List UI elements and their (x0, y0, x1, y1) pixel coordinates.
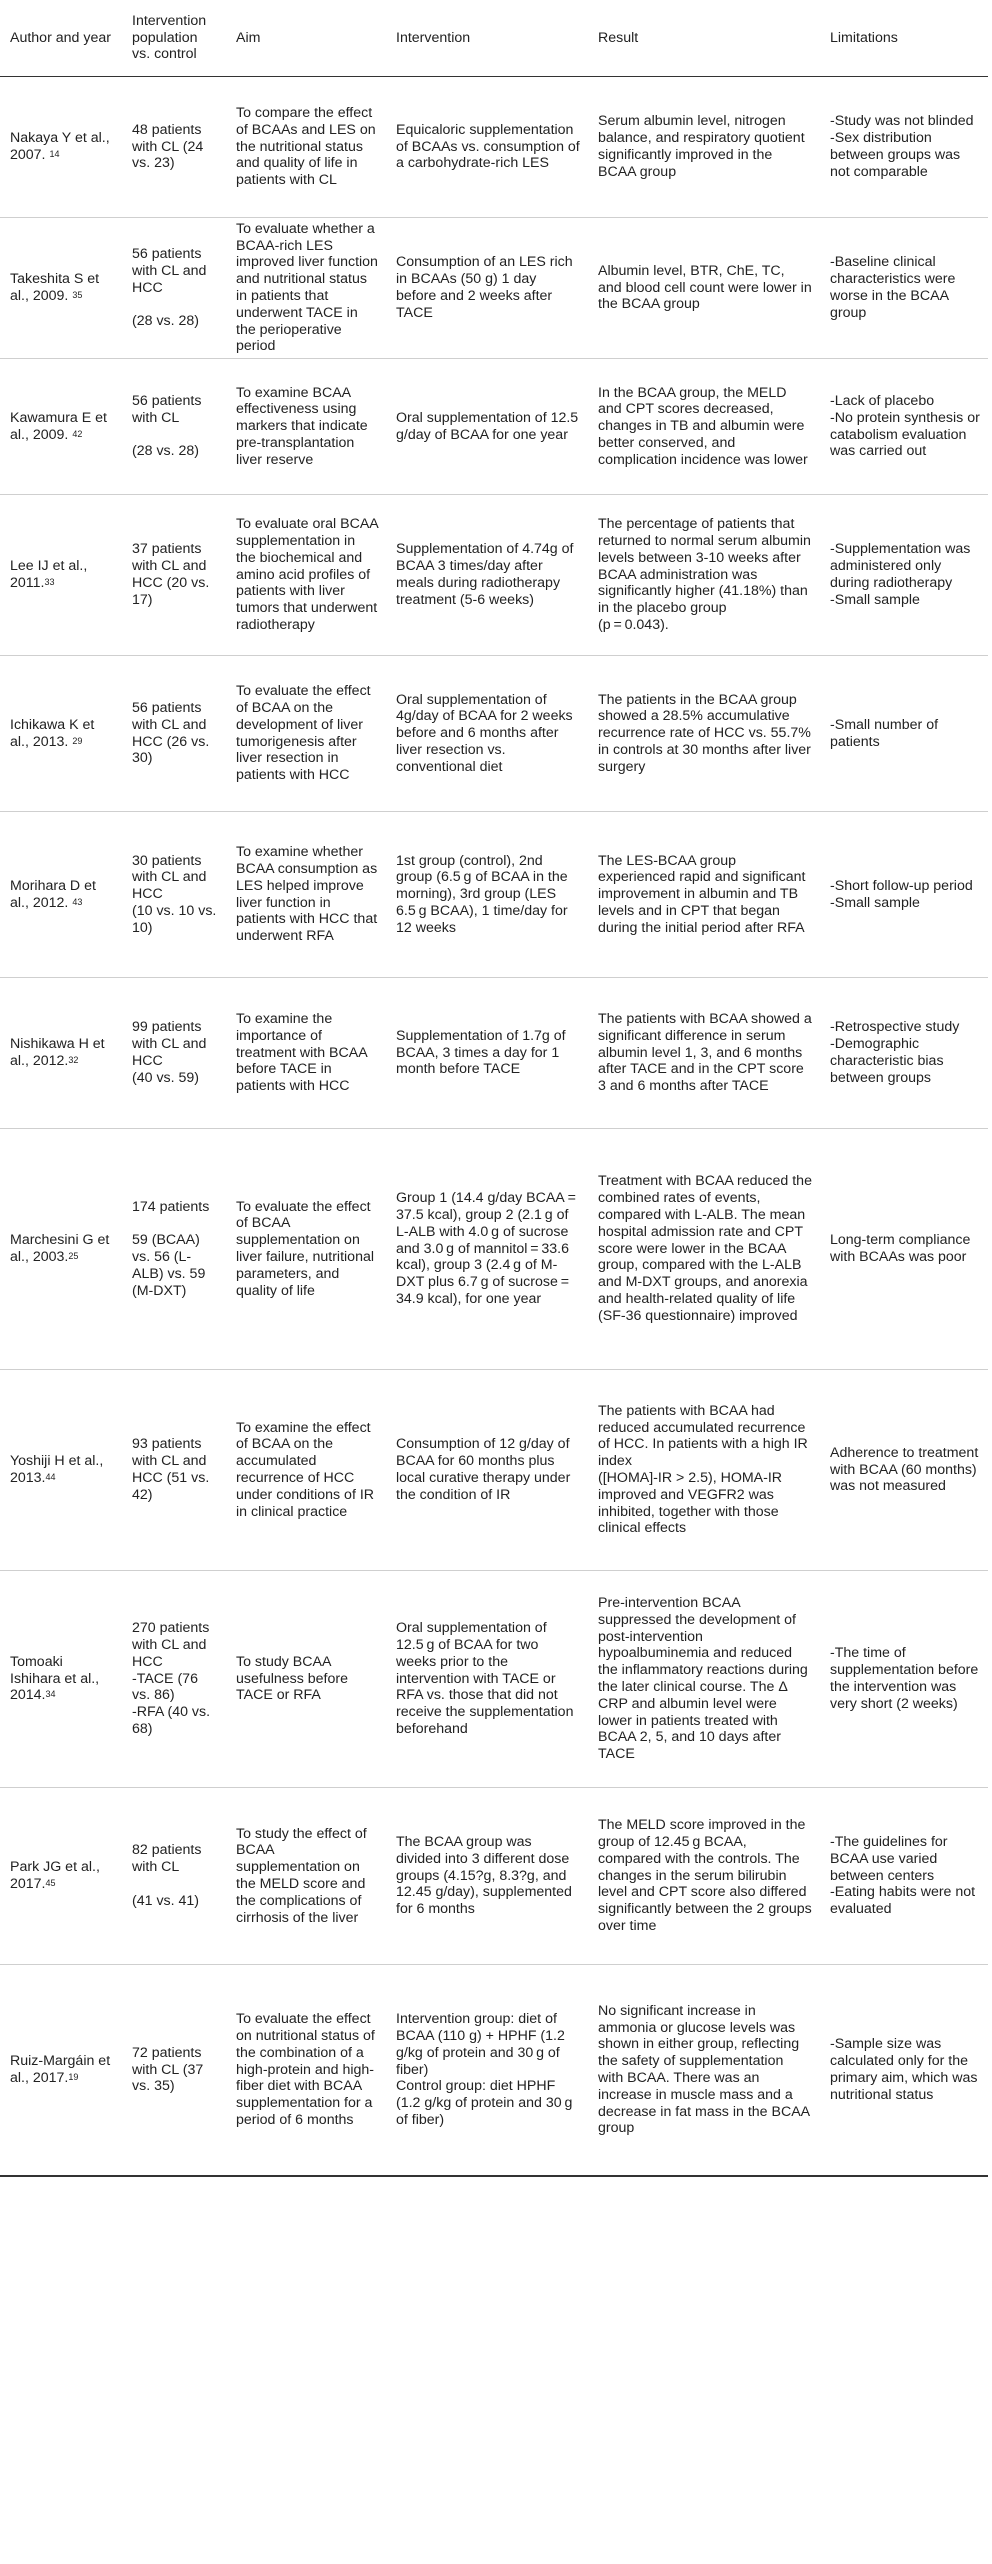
cell-author (0, 812, 122, 978)
author-text: Lee IJ et al., 2011. (10, 558, 88, 591)
table-row (0, 77, 988, 218)
cell-result: Treatment with BCAA reduced the combined rates of events, compared with L-ALB. The mean hospital admission rate and CPT score were lower in the BCAA group, compared with the L-ALB and M-DXT groups, and anorexia and health-related quality of life (SF-36 questionnaire) improved (598, 1173, 812, 1324)
header-result: Result (598, 29, 639, 46)
reference-number: 14 (49, 149, 60, 159)
reference-number: 44 (45, 1472, 56, 1482)
cell-limitations: -Sample size was calculated only for the primary aim, which was nutritional status (830, 2036, 978, 2103)
table-row (0, 495, 988, 656)
author-text: Marchesini G et al., 2003. (10, 1232, 110, 1265)
header-population: Intervention population vs. control (132, 12, 207, 63)
cell-aim: To evaluate the effect on nutritional status of the combination of a high-protein and high-fiber diet with BCAA supplementation for a period of 6 months (236, 2011, 375, 2128)
cell-intervention: Supplementation of 4.74g of BCAA 3 times/day after meals during radiotherapy treatment (5-6 weeks) (396, 541, 574, 608)
reference-number: 42 (72, 428, 83, 439)
cell-author (0, 1571, 122, 1788)
cell-aim: To evaluate oral BCAA supplementation in the biochemical and amino acid profiles of patients with liver tumors that underwent radiotherapy (236, 516, 378, 633)
cell-limitations: -Study was not blinded -Sex distribution between groups was not comparable (830, 113, 974, 180)
table-row (0, 359, 988, 495)
table-row (0, 1370, 988, 1571)
cell-population: 174 patients 59 (BCAA) vs. 56 (L-ALB) vs. 59 (M-DXT) (132, 1198, 210, 1299)
cell-author (0, 656, 122, 812)
table-row (0, 1965, 988, 2177)
table-row (0, 1129, 988, 1370)
table-row (0, 978, 988, 1129)
cell-result: The percentage of patients that returned to normal serum albumin levels between 3-10 weeks after BCAA administration was significantly higher (41.18%) than in the placebo group (p = 0.043). (598, 516, 811, 633)
cell-intervention: Oral supplementation of 4g/day of BCAA for 2 weeks before and 6 months after liver resection vs. conventional diet (396, 691, 573, 775)
cell-intervention: Oral supplementation of 12.5 g of BCAA for two weeks prior to the intervention with TACE or RFA vs. those that did not receive the supplementation beforehand (396, 1620, 574, 1737)
author-text: Takeshita S et al., 2009. (10, 271, 100, 304)
cell-intervention: Intervention group: diet of BCAA (110 g) + HPHF (1.2 g/kg of protein and 30 g of fiber) Control group: diet HPHF (1.2 g/kg of protein and 30 g of fiber) (396, 2011, 573, 2128)
table-row (0, 656, 988, 812)
cell-limitations: -Retrospective study -Demographic characteristic bias between groups (830, 1019, 960, 1086)
reference-number: 25 (68, 1251, 79, 1261)
table-header (0, 0, 988, 77)
author-text: Yoshiji H et al., 2013. (10, 1453, 104, 1486)
cell-limitations: Adherence to treatment with BCAA (60 months) was not measured (830, 1444, 979, 1495)
cell-limitations: -The guidelines for BCAA use varied between centers -Eating habits were not evaluated (830, 1834, 976, 1918)
reference-number: 32 (68, 1055, 79, 1065)
cell-result: The patients with BCAA had reduced accumulated recurrence of HCC. In patients with a high IR index ([HOMA]-IR > 2.5), HOMA-IR improved and VEGFR2 was inhibited, together with those clinical effects (598, 1402, 808, 1537)
header-limitations: Limitations (830, 29, 898, 46)
cell-aim: To examine the effect of BCAA on the accumulated recurrence of HCC under conditions of IR in clinical practice (236, 1419, 375, 1520)
cell-result: Pre-intervention BCAA suppressed the development of post-intervention hypoalbuminemia and reduced the inflammatory reactions during the later clinical course. The Δ CRP and albumin level were lower in patients treated with BCAA 2, 5, and 10 days after TACE (598, 1595, 808, 1763)
cell-aim: To study BCAA usefulness before TACE or RFA (236, 1653, 348, 1704)
cell-intervention: Group 1 (14.4 g/day BCAA = 37.5 kcal), group 2 (2.1 g of L-ALB with 4.0 g of sucrose and 3.0 g of mannitol = 33.6 kcal), group 3 (2.4 g of M-DXT plus 6.7 g of sucrose = 34.9 kcal), for one year (396, 1190, 579, 1307)
reference-number: 29 (72, 735, 83, 746)
cell-population: 30 patients with CL and HCC (10 vs. 10 vs. 10) (132, 852, 217, 936)
cell-author (0, 218, 122, 359)
author-text: Ruiz-Margáin et al., 2017. (10, 2053, 111, 2086)
cell-aim: To study the effect of BCAA supplementation on the MELD score and the complications of cirrhosis of the liver (236, 1825, 367, 1926)
cell-intervention: Oral supplementation of 12.5 g/day of BCAA for one year (396, 409, 579, 443)
author-text: Tomoaki Ishihara et al., 2014. (10, 1653, 100, 1704)
reference-number: 19 (68, 2072, 79, 2082)
cell-aim: To examine the importance of treatment with BCAA before TACE in patients with HCC (236, 1011, 367, 1095)
cell-population: 82 patients with CL (41 vs. 41) (132, 1842, 202, 1909)
table-body (0, 77, 988, 2177)
header-row (0, 0, 988, 77)
cell-intervention: Consumption of an LES rich in BCAAs (50 g) 1 day before and 2 weeks after TACE (396, 254, 573, 321)
cell-author (0, 359, 122, 495)
reference-number: 34 (45, 1689, 56, 1700)
author-text: Ichikawa K et al., 2013. (10, 716, 95, 750)
cell-aim: To evaluate the effect of BCAA supplementation on liver failure, nutritional parameters, and quality of life (236, 1198, 374, 1299)
cell-author (0, 1370, 122, 1571)
cell-result: Albumin level, BTR, ChE, TC, and blood cell count were lower in the BCAA group (598, 262, 812, 313)
cell-population: 56 patients with CL (28 vs. 28) (132, 392, 202, 460)
reference-number: 33 (44, 577, 55, 587)
author-text: Park JG et al., 2017. (10, 1859, 100, 1892)
cell-result: The patients with BCAA showed a significant difference in serum albumin level 1, 3, and 6 months after TACE and in the CPT score 3 and 6 months after TACE (598, 1011, 812, 1095)
cell-population: 56 patients with CL and HCC (26 vs. 30) (132, 699, 210, 767)
cell-aim: To examine BCAA effectiveness using markers that indicate pre-transplantation liver reserve (236, 384, 368, 468)
cell-aim: To examine whether BCAA consumption as LES helped improve liver function in patients with HCC that underwent RFA (236, 844, 378, 945)
table-row (0, 1788, 988, 1965)
cell-intervention: Supplementation of 1.7g of BCAA, 3 times a day for 1 month before TACE (396, 1027, 566, 1078)
cell-limitations: -The time of supplementation before the intervention was very short (2 weeks) (830, 1645, 979, 1712)
table-row (0, 1571, 988, 1788)
cell-population: 93 patients with CL and HCC (51 vs. 42) (132, 1436, 210, 1503)
reference-number: 45 (45, 1878, 56, 1888)
author-text: Kawamura E et al., 2009. (10, 409, 107, 443)
cell-aim: To evaluate the effect of BCAA on the development of liver tumorigenesis after liver resection in patients with HCC (236, 683, 371, 784)
cell-author (0, 978, 122, 1129)
cell-intervention: Equicaloric supplementation of BCAAs vs. consumption of a carbohydrate-rich LES (396, 121, 580, 172)
reference-number: 35 (72, 290, 83, 300)
header-author: Author and year (10, 29, 111, 46)
cell-author (0, 77, 122, 218)
cell-intervention: 1st group (control), 2nd group (6.5 g of BCAA in the morning), 3rd group (LES 6.5 g BCAA), 1 time/day for 12 weeks (396, 852, 568, 936)
cell-population: 56 patients with CL and HCC (28 vs. 28) (132, 246, 207, 330)
cell-population: 48 patients with CL (24 vs. 23) (132, 121, 204, 172)
cell-limitations: -Small number of patients (830, 716, 939, 750)
reference-number: 43 (72, 896, 83, 907)
header-intervention: Intervention (396, 29, 471, 46)
cell-result: No significant increase in ammonia or glucose levels was shown in either group, reflecting the safety of supplementation with BCAA. There was an increase in muscle mass and a decrease in fat mass in the BCAA group (598, 2002, 810, 2137)
cell-limitations: -Lack of placebo -No protein synthesis or catabolism evaluation was carried out (830, 392, 980, 460)
cell-limitations: -Supplementation was administered only during radiotherapy -Small sample (830, 541, 971, 608)
cell-aim: To evaluate whether a BCAA-rich LES improved liver function and nutritional status in patients that underwent TACE in the perioperative period (236, 220, 378, 355)
cell-aim: To compare the effect of BCAAs and LES on the nutritional status and quality of life in patients with CL (236, 105, 376, 189)
author-text: Nakaya Y et al., 2007. (10, 130, 110, 163)
author-text: Morihara D et al., 2012. (10, 877, 96, 911)
cell-limitations: -Baseline clinical characteristics were worse in the BCAA group (830, 254, 956, 321)
cell-result: The patients in the BCAA group showed a 28.5% accumulative recurrence rate of HCC vs. 55.7% in controls at 30 months after liver surgery (598, 691, 811, 775)
cell-author (0, 1788, 122, 1965)
table-row (0, 218, 988, 359)
cell-population: 72 patients with CL (37 vs. 35) (132, 2044, 204, 2095)
cell-author (0, 1965, 122, 2177)
cell-intervention: Consumption of 12 g/day of BCAA for 60 months plus local curative therapy under the condition of IR (396, 1436, 571, 1503)
cell-result: Serum albumin level, nitrogen balance, and respiratory quotient significantly improved in the BCAA group (598, 113, 805, 180)
cell-population: 270 patients with CL and HCC -TACE (76 vs. 86) -RFA (40 vs. 68) (132, 1620, 211, 1737)
cell-author (0, 495, 122, 656)
cell-limitations: -Short follow-up period -Small sample (830, 877, 973, 911)
cell-population: 37 patients with CL and HCC (20 vs. 17) (132, 541, 210, 608)
cell-author (0, 1129, 122, 1370)
cell-result: The LES-BCAA group experienced rapid and significant improvement in albumin and TB levels and in CPT that began during the initial period after RFA (598, 852, 806, 936)
header-aim: Aim (236, 29, 261, 46)
cell-result: In the BCAA group, the MELD and CPT scores decreased, changes in TB and albumin were better conserved, and complication incidence was lower (598, 384, 808, 468)
cell-result: The MELD score improved in the group of 12.45 g BCAA, compared with the controls. The changes in the serum bilirubin level and CPT score also differed significantly between the 2 groups over time (598, 1817, 812, 1934)
cell-intervention: The BCAA group was divided into 3 different dose groups (4.15?g, 8.3?g, and 12.45 g/day), supplemented for 6 months (396, 1834, 572, 1918)
cell-population: 99 patients with CL and HCC (40 vs. 59) (132, 1019, 207, 1086)
table-row (0, 812, 988, 978)
author-text: Nishikawa H et al., 2012. (10, 1036, 105, 1069)
cell-limitations: Long-term compliance with BCAAs was poor (830, 1232, 971, 1265)
